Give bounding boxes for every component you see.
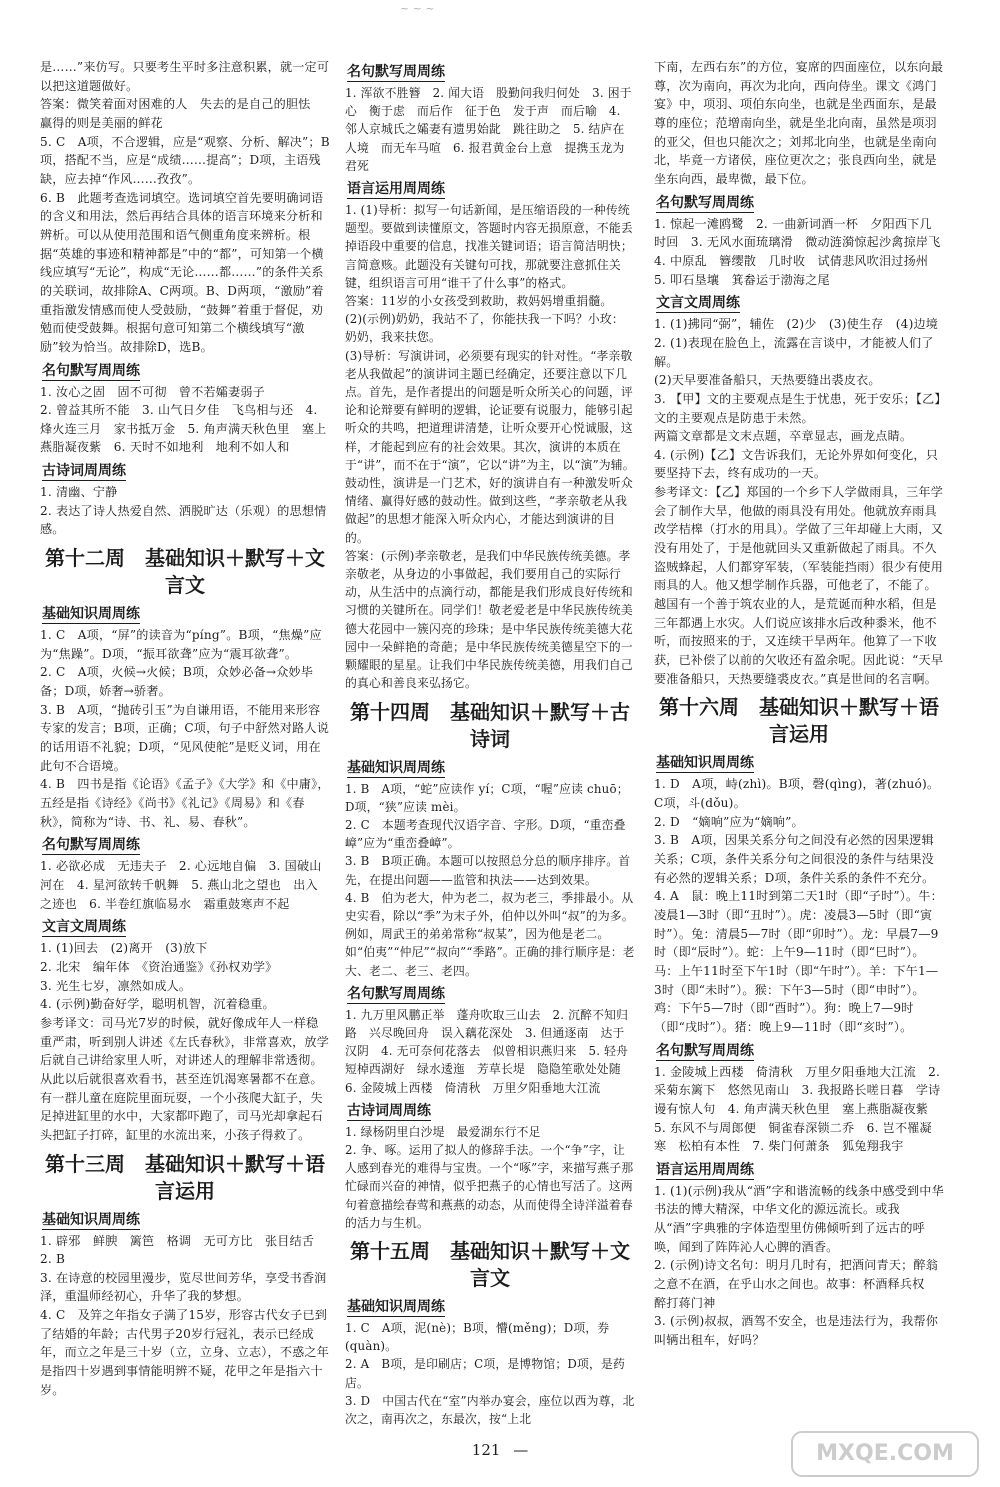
answer-paragraph: 2. C A项，火候→火候；B项，众妙必备→众妙毕备；D项，娇奢→骄奢。	[40, 665, 314, 699]
answer-paragraph: 1. 清幽、宁静	[40, 485, 118, 500]
section-heading	[345, 983, 635, 1005]
answer-paragraph: 3. 光生七岁，凛然如成人。	[40, 978, 192, 993]
week-title: 第十五周 基础知识＋默写＋文言文	[350, 1238, 630, 1290]
answer-paragraph: 1. 绿杨阴里白沙堤 最爱湖东行不足	[345, 1124, 541, 1139]
answer-paragraph: 2. 表达了诗人热爱自然、洒脱旷达（乐观）的思想情感。	[40, 503, 327, 537]
section-heading	[40, 603, 330, 625]
column-middle	[345, 58, 635, 1428]
svg-text:MXQE.COM: MXQE.COM	[816, 1441, 954, 1466]
answer-paragraph: 3. B B项正确。本题可以按照总分总的顺序排序。首先，在提出问题——监管和执法——达到效果。	[345, 854, 631, 887]
answer-paragraph: 2. (1)表现在脸色上，流露在言谈中，才能被人们了解。	[654, 335, 934, 369]
answer-paragraph: 答案：微笑着面对困难的人 失去的是自己的胆怯 赢得的则是美丽的鲜花	[40, 97, 323, 130]
section-heading	[345, 1296, 635, 1318]
answer-paragraph: 4. (示例)【乙】文告诉我们，无论外界如何变化，只要坚持下去，终有成功的一天。	[654, 447, 938, 481]
top-mark: ~ ~ ~	[400, 2, 435, 15]
answer-paragraph: 2. C 本题考查现代汉语字音、字形。D项，“重峦叠嶂”应为“重峦叠嶂”。	[345, 817, 626, 851]
section-heading-text: 文言文周周练	[42, 919, 126, 936]
section-heading	[345, 1100, 635, 1122]
section-heading-text: 名句默写周周练	[656, 1042, 754, 1059]
section-heading-text: 基础知识周周练	[42, 1211, 140, 1228]
answer-paragraph: (3)导析：写演讲词，必须要有现实的针对性。“孝亲敬老从我做起”的演讲词主题已经确定，还要注意以下几点。首先，是作者提出的问题是听众所关心的问题，评论和论辩要有鲜明的逻辑，论证要有说服力，能够引起听众的共鸣，把道理讲清楚，让听众要开心悦诚服，这样，才能起到应有的社会效果。其次，演讲的本质在于“讲”，而不在于“演”，它以“讲”为主，以“演”为辅。鼓动性，演讲是一门艺术，好的演讲自有一种激发听众情绪、赢得好感的鼓动性。做到这些，“孝亲敬老从我做起”的思想才能深入听众内心，才能达到演讲的目的。	[345, 348, 635, 545]
answer-paragraph: 1. C A项，“屏”的读音为“píng”。B项，“焦燥”应为“焦躁”。D项，“振耳欲聋”应为“震耳欲聋”。	[40, 628, 322, 661]
section-heading	[654, 292, 944, 314]
section-heading-text: 名句默写周周练	[347, 64, 445, 80]
section-heading	[40, 1209, 330, 1231]
answer-paragraph: 2. 争、啄。运用了拟人的修辞手法。一个“争”字，让人感到春光的难得与宝贵。一个“啄”字，来描写燕子那忙碌而兴奋的神情，似乎把燕子的心情也写活了。这两句着意描绘春莺和燕燕的动态，从而使得全诗洋溢着春的活力与生机。	[345, 1142, 634, 1230]
week-title: 第十三周 基础知识＋默写＋语言运用	[45, 1151, 325, 1203]
section-heading-text: 语言运用周周练	[347, 181, 445, 198]
answer-paragraph: (2)(示例)奶奶，我站不了，你能扶我一下吗？小玫：奶奶，我来扶您。	[345, 312, 624, 345]
section-heading-text: 文言文周周练	[656, 295, 740, 312]
section-heading	[40, 360, 330, 382]
section-heading	[40, 460, 330, 482]
section-heading-text: 名句默写周周练	[42, 362, 140, 379]
answer-paragraph: 3. 【甲】文的主要观点是生于忧患，死于安乐；【乙】文的主要观点是防患于未然。	[654, 391, 941, 425]
column-left	[40, 58, 330, 1428]
page-number: 121	[471, 1441, 501, 1459]
answer-paragraph: 3. B A项，因果关系分句之间没有必然的因果逻辑关系；C项，条件关系分句之间很没的条件与结果没有必然的逻辑关系；D项，条件关系的条件不充分。	[654, 833, 935, 885]
answer-paragraph: 2. 曾益其所不能 3. 山气日夕佳 飞鸟相与还 4. 烽火连三月 家书抵万金 5. 角声满天秋色里 塞上燕脂凝夜紫 6. 天时不如地利 地利不如人和	[40, 403, 327, 455]
section-heading	[654, 1040, 944, 1062]
answer-paragraph: 1. (1)拂同“弼”，辅佐 (2)少 (3)使生存 (4)边境	[654, 317, 939, 332]
answer-paragraph: 4. C 及笄之年指女子满了15岁，形容古代女子已到了结婚的年龄；古代男子20岁行冠礼，表示已经成年，而立之年是三十岁（立，立身、立志），不惑之年是指四十岁遇到事情能明辨不疑，花甲之年是指六十岁。	[40, 1308, 330, 1397]
answer-paragraph: 3. B A项，“抛砖引玉”为自谦用语，不能用来形容专家的发言；B项，正确；C项，句子中舒然对路人说的话用语不礼貌；D项，“见风使舵”是贬义词，用在此句不合语境。	[40, 702, 330, 773]
week-title: 第十四周 基础知识＋默写＋古诗词	[350, 699, 630, 751]
answer-paragraph: 1. (1)导析：拟写一句话新闻，是压缩语段的一种传统题型。要做到读懂原文，答题时内容无损原意，不能丢掉语段中重要的信息，找准关键词语；语言简洁明快；言简意赅。此题没有关键句可找，那就要注意抓住关键，组织语言可用“谁干了什么事”的格式。	[345, 203, 633, 290]
answer-paragraph: 答案：(示例)孝亲敬老，是我们中华民族传统美德。孝亲敬老，从身边的小事做起，我们要用自己的实际行动，从生活中的点滴行动，都能是我们形成良好传统和习惯的关键所在。同学们！敬老爱老是中华民族传统美德大花园中一簇闪亮的珍珠；是中华民族传统美德大花园中一朵鲜艳的奇葩；是中华民族传统美德星空下的一颗耀眼的星星。让我们中华民族传统美德，用我们自己的真心和善良来弘扬它。	[345, 548, 633, 691]
answer-paragraph: 两篇文章都是文末点题，卒章显志，画龙点睛。	[654, 429, 913, 444]
answer-paragraph: 1. 必欲必成 无违夫子 2. 心远地自偏 3. 国破山河在 4. 星河欲转千帆舞 5. 燕山北之望也 出入之迹也 6. 半卷红旗临易水 霜重鼓寒声不起	[40, 859, 322, 911]
section-heading-text: 基础知识周周练	[347, 759, 445, 776]
section-heading-text: 名句默写周周练	[656, 194, 754, 211]
section-heading	[40, 916, 330, 938]
answer-paragraph: 1. 汝心之固 固不可彻 曾不若孀妻弱子	[40, 384, 265, 399]
section-heading	[345, 757, 635, 779]
answer-paragraph: 答案：11岁的小女孩受到救助，救妈妈增重捐髓。	[345, 294, 613, 309]
section-heading-text: 基础知识周周练	[656, 755, 754, 772]
answer-paragraph: 1. (1)(示例)我从“酒”字和谐流畅的线条中感受到中华书法的博大精深，中华文化的源远流长。或我从“酒”字典雅的字体造型里仿佛倾听到了远古的呼唤，闻到了阵阵沁人心脾的酒香。	[654, 1183, 944, 1254]
footer-dash: —	[513, 1441, 529, 1459]
section-heading-text: 基础知识周周练	[347, 1298, 445, 1315]
answer-paragraph: 是……”来仿写。只要考生平时多注意积累，就一定可以把这道题做好。	[40, 60, 330, 93]
answer-paragraph: 3. 在诗意的校园里漫步，览尽世间芳华，享受书香润泽，重温师经初心，升华了我的梦想。	[40, 1270, 327, 1304]
section-heading	[654, 192, 944, 214]
answer-paragraph: 1. (1)回去 (2)离开 (3)放下	[40, 941, 208, 956]
section-heading	[345, 178, 635, 200]
answer-paragraph: 5. C A项，不合逻辑，应是“观察、分析、解决”；B项，搭配不当，应是“成绩……提高”；D项，主语残缺，应去掉“作风……孜孜”。	[40, 134, 330, 186]
answer-paragraph: 1. 辟邪 鲜腴 篱笆 格调 无可方比 张目结舌	[40, 1233, 315, 1248]
answer-paragraph: 2. (示例)诗文名句：明月几时有，把酒问青天；醉翁之意不在酒，在乎山水之间也。故事：杯酒释兵权 醉打蒋门神	[654, 1258, 938, 1310]
answer-paragraph: 下南，左西右东”的方位，宴席的四面座位，以东向最尊，次为南向，再次为北向，西向侍坐。课文《鸿门宴》中，项羽、项伯东向坐，也就是坐西面东，是最尊的座位；范增南向坐，就是坐北向南，虽然是项羽的亚父，但也只能次之；刘邦北向坐，也就是坐南向北，毕竟一方诸侯，座位更次之；张良西向坐，就是坐东向西，最卑微，最下位。	[654, 60, 944, 186]
answer-paragraph: 4. (示例)勤奋好学，聪明机智，沉着稳重。	[40, 997, 275, 1012]
answer-paragraph: 3. D 中国古代在“室”内举办宴会，座位以西为尊，北次之，南再次之，东最次，按“上北	[345, 1393, 635, 1426]
answer-paragraph: 1. D A项，峙(zhì)。B项，磬(qìng)，著(zhuó)。C项，斗(dǒu)。	[654, 777, 940, 810]
answer-paragraph: 4. B 伯为老大，仲为老二，叔为老三，季排最小。从史实看，除以“季”为末子外，伯仲以外叫“叔”的为多。例如，周武王的弟弟常称“叔某”，因为他是老二。如“伯夷”“仲尼”“叔向”“季路”。正确的排行顺序是：老大、老二、老三、老四。	[345, 890, 635, 978]
answer-paragraph: 1. C A项，泥(nè)；B项，懵(měng)；D项，券(quàn)。	[345, 1320, 610, 1354]
answer-paragraph: 1. 金陵城上西楼 倚清秋 万里夕阳垂地大江流 2. 采菊东篱下 悠然见南山 3. 我报路长嗟日暮 学诗谩有惊人句 4. 角声满天秋色里 塞上燕脂凝夜紫 5. 东风不与周郎便 铜雀春深锁二乔 6. 岂不罹凝寒 松柏有本性 7. 柴门何萧条 狐兔翔我宇	[654, 1064, 941, 1154]
section-heading-text: 名句默写周周练	[347, 985, 445, 1002]
answer-paragraph: 2. A B项，是印刷店；C项，是博物馆；D项，是药店。	[345, 1357, 626, 1390]
answer-paragraph: 参考译文：【乙】郑国的一个乡下人学做雨具，三年学会了制作大旱，他做的雨具没有用处。他就放弃雨具改学桔槔（打水的用具）。学做了三年却碰上大雨，又没有用处了，于是他就回头又重新做起了雨具。不久盗贼蜂起，人们都穿军装，（军装能挡雨）很少有使用雨具的人。他又想学制作兵器，可他老了，不能了。越国有一个善于筑农业的人，是荒诞而种水稻，但是三年都遇上水灾。人们说应该排水后改种黍米，他不听，而按照来的于，又连续干旱两年。他算了一下收获，已补偿了以前的欠收还有盈余呢。因此说：“天早要准备船只，天热要缝裘皮衣。”真是世间的名言啊。	[654, 485, 944, 686]
section-heading	[345, 61, 635, 83]
watermark-logo	[790, 1428, 980, 1480]
section-heading	[654, 1159, 944, 1181]
answer-paragraph: 1. 惊起一滩鸥鹭 2. 一曲新词酒一杯 夕阳西下几时回 3. 无风水面琉璃滑 微动涟漪惊起沙禽掠岸飞 4. 中原乱 簪缨散 几时收 试倩悲风吹泪过扬州 5. 叩石垦壤 箕畚运于渤海之尾	[654, 216, 953, 287]
answer-paragraph: 1. 浑欲不胜簪 2. 闻大语 股勤问我归何处 3. 困于心 衡于虑 而后作 征于色 发于声 而后喻 4. 邻人京城氏之孀妻有遗男始龀 跳往助之 5. 结庐在人境 而无车马喧 6. 报君黄金台上意 提携玉龙为君死	[345, 86, 632, 173]
section-heading-text: 名句默写周周练	[42, 837, 140, 854]
answer-paragraph: 3. (示例)叔叔，酒驾不安全，也是违法行为，我帮你叫辆出租车，好吗？	[654, 1314, 938, 1348]
answer-paragraph: 2. 北宋 编年体 《资治通鉴》《孙权劝学》	[40, 959, 278, 974]
answer-paragraph: 2. B	[40, 1252, 66, 1267]
section-heading	[654, 752, 944, 774]
section-heading-text: 古诗词周周练	[347, 1102, 431, 1119]
answer-paragraph: 6. B 此题考查选词填空。选词填空首先要明确词语的含义和用法，然后再结合具体的语言环境来分析和辨析。可以从使用范围和语气侧重角度来辨析。根据“英雄的事迹和精神都是”中的“都”，可知第一个横线应填写“无论”，构成“无论……都……”的条件关系的关联词，故排除A、C两项。B、D两项，“激励”着重指激发情感而使人受鼓励，“鼓舞”着重于督促，劝勉而使受鼓舞。根据句意可知第二个横线填写“激励”较为恰当。故排除D，选B。	[40, 190, 324, 354]
section-heading	[40, 834, 330, 856]
section-heading-text: 基础知识周周练	[42, 606, 140, 623]
column-right	[654, 58, 953, 1428]
section-heading-text: 古诗词周周练	[42, 463, 126, 480]
answer-paragraph: 4. A 鼠：晚上11时到第二天1时（即“子时”）。牛：凌晨1—3时（即“丑时”）。虎：凌晨3—5时（即“寅时”）。兔：清晨5—7时（即“卯时”）。龙：早晨7—9时（即“辰时”）。蛇：上午9—11时（即“巳时”）。马：上午11时至下午1时（即“午时”）。羊：下午1—3时（即“未时”）。猴：下午3—5时（即“申时”）。鸡：下午5—7时（即“酉时”）。狗：晚上7—9时（即“戌时”）。猪：晚上9—11时（即“亥时”）。	[654, 889, 943, 1034]
section-heading-text: 语言运用周周练	[656, 1161, 754, 1178]
answer-paragraph: 1. 九万里风鹏正举 蓬舟吹取三山去 2. 沉醉不知归路 兴尽晚回舟 误入藕花深处 3. 但通逐南 达于汉阴 4. 无可奈何花落去 似曾相识燕归来 5. 轻舟短棹西湖好 绿水逶迤 芳草长堤 隐隐笙歌处处随 6. 金陵城上西楼 倚清秋 万里夕阳垂地大江流	[345, 1007, 633, 1095]
week-title: 第十二周 基础知识＋默写＋文言文	[45, 546, 325, 598]
answer-paragraph: (2)天早要准备船只，天热要缝出裘皮衣。	[654, 373, 881, 388]
answer-paragraph: 2. D “嫡响”应为“嫡响”。	[654, 814, 804, 829]
answer-paragraph: 4. B 四书是指《论语》《孟子》《大学》和《中庸》，五经是指《诗经》《尚书》《礼记》《周易》和《春秋》，简称为“诗、书、礼、易、春秋”。	[40, 777, 330, 829]
answer-paragraph: 参考译文：司马光7岁的时候，就好像成年人一样稳重严肃，听到别人讲述《左氏春秋》，非常喜欢，放学后就自己讲给家里人听，对讲述人的理解非常透彻。从此以后就很喜欢看书，甚至连饥渴寒暑都不在意。有一群儿童在庭院里面玩耍，一个小孩爬大缸子，失足掉进缸里的水中，大家都吓跑了，司马光却拿起石头把缸子打碎，缸里的水流出来，小孩子得救了。	[40, 1015, 330, 1142]
answer-paragraph: 1. B A项，“蛇”应读作 yí；C项，“喔”应读 chuō；D项，“狭”应读 mèi。	[345, 781, 629, 814]
week-title: 第十六周 基础知识＋默写＋语言运用	[659, 695, 939, 747]
